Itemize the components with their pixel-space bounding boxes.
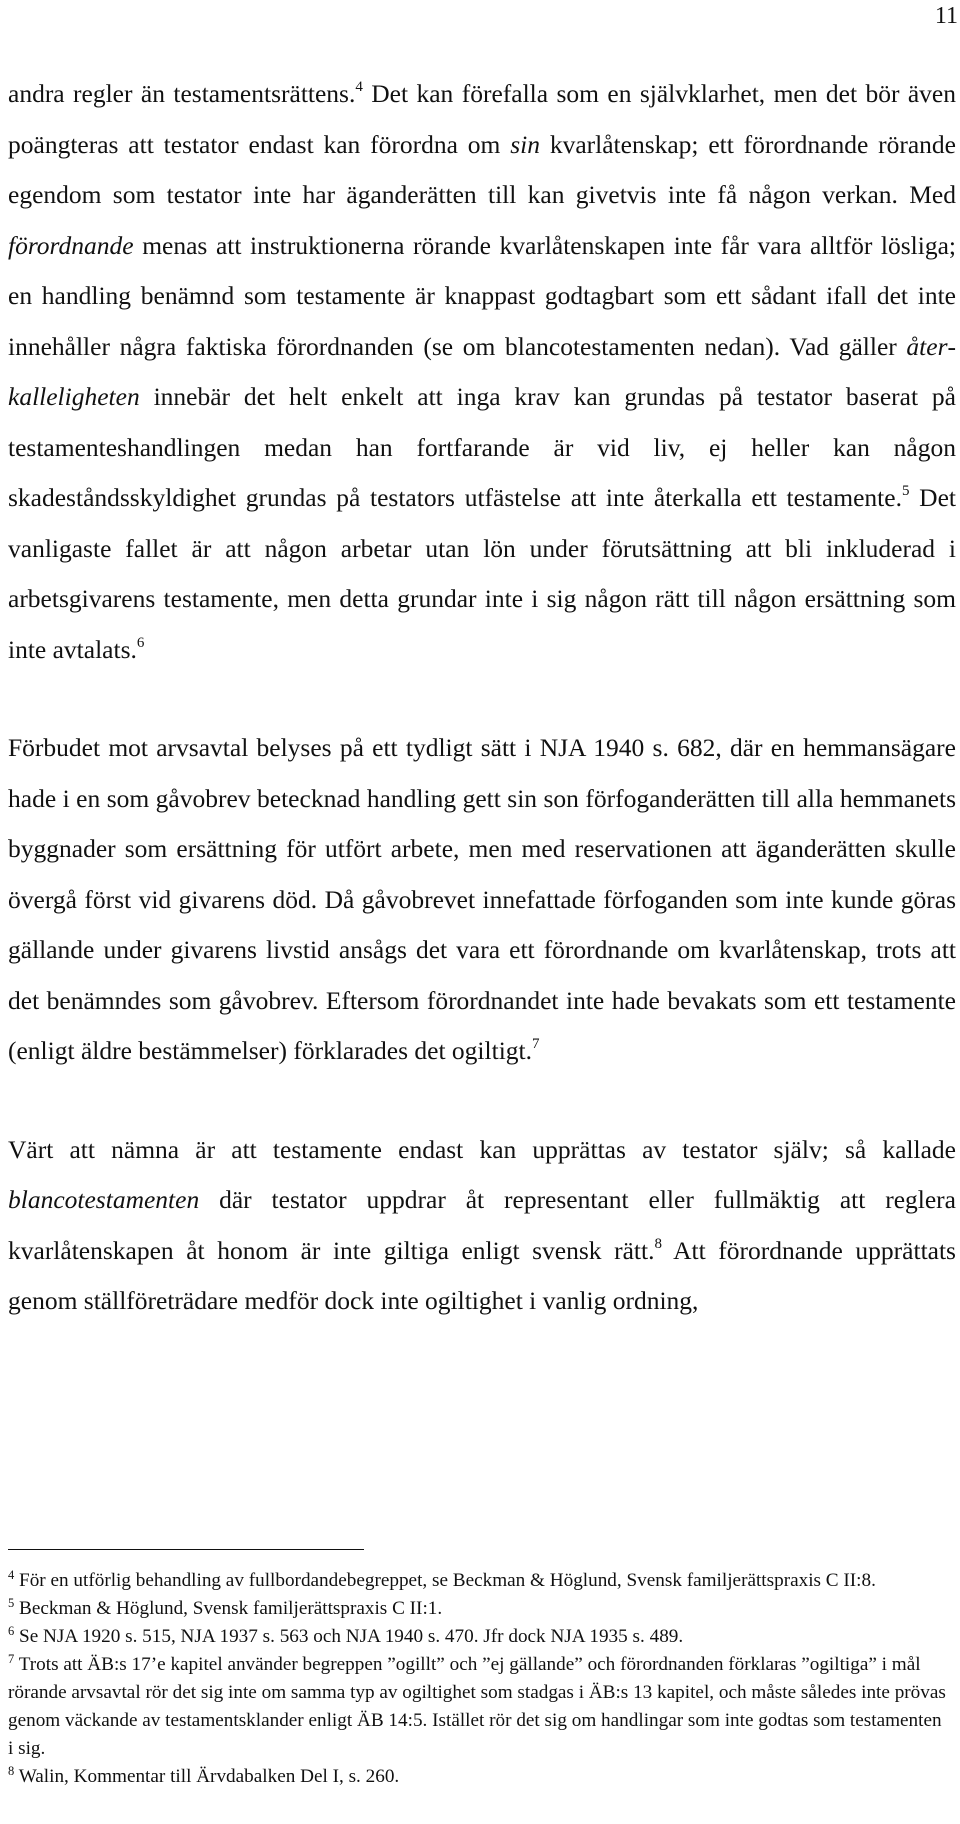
body-text [8, 69, 956, 1327]
footnote-text: Walin, Kommentar till Ärvdabalken Del I, s. 260. [18, 1766, 400, 1787]
text-run: kvarlåtenskap; ett förordnande rörande egendom som testator inte har äganderätten till kan givetvis inte få någon verkan. Med [8, 129, 956, 209]
paragraph [8, 1125, 956, 1327]
footnote-list [8, 1567, 948, 1791]
paragraph [8, 723, 956, 1077]
footnote-number: 6 [8, 1624, 15, 1638]
text-run: andra regler än testamentsrättens. [8, 79, 356, 108]
footnote-number: 7 [8, 1652, 15, 1666]
text-run: Värt att nämna är att testamente endast kan upprättas av testator själv; så kallade [8, 1134, 956, 1164]
footnote-text: Beckman & Höglund, Svensk familjerättspraxis C II:1. [19, 1598, 443, 1619]
footnote-reference[interactable]: 4 [355, 79, 363, 95]
footnote-text: Trots att ÄB:s 17’e kapitel använder begreppen ”ogillt” och ”ej gällande” och förordnanden förklaras ”ogiltiga” i mål rörande arvsavtal rör det sig inte om samma typ av ogiltighet som stadgas i ÄB:s 13 kapitel, och måste således inte prövas genom väckande av testamentsklander enligt ÄB 14:5. Istället rör det sig om handlingar som inte godtas som testamenten i sig. [8, 1654, 946, 1759]
paragraph [8, 69, 956, 675]
text-run: innebär det helt enkelt att inga krav kan grundas på testator baserat på testamenteshandlingen medan han fortfarande är vid liv, ej heller kan någon skadeståndsskyldighet grundas på testators utfästelse att inte återkalla ett testamente. [8, 382, 956, 512]
footnote-reference[interactable]: 5 [901, 483, 910, 499]
footnote-reference[interactable]: 6 [136, 634, 145, 651]
footnote-number: 5 [8, 1596, 15, 1610]
italic-term: förordnande [8, 230, 134, 260]
text-run: där testator uppdrar åt representant eller fullmäktig att reglera kvarlåtenskapen åt honom är inte giltiga enligt svensk rätt. [8, 1185, 956, 1265]
text-run: Att förordnande upprättats genom ställföreträdare medför dock inte ogiltighet i vanlig ordning, [8, 1235, 956, 1315]
footnote-number: 8 [8, 1764, 15, 1778]
footnote-text: Se NJA 1920 s. 515, NJA 1937 s. 563 och NJA 1940 s. 470. Jfr dock NJA 1935 s. 489. [19, 1626, 684, 1647]
italic-term: återkalleligheten [8, 331, 956, 411]
footnote [8, 1567, 948, 1595]
footnote-separator [8, 1549, 364, 1550]
text-run: Det kan förefalla som en självklarhet, men det bör även poängteras att testator endast kan förordna om [8, 79, 956, 159]
footnote [8, 1763, 948, 1791]
footnote-reference[interactable]: 8 [654, 1235, 662, 1252]
footnotes-section [8, 1549, 948, 1791]
text-run: Förbudet mot arvsavtal belyses på ett tydligt sätt i NJA 1940 s. 682, där en hemmansägare hade i en som gåvobrev betecknad handling gett sin son förfoganderätten till alla hemmanets byggnader som ersättning för utfört arbete, men med reservationen att äganderätten skulle övergå först vid givarens död. Då gåvobrevet innefattade förfoganden som inte kunde göras gällande under givarens livstid ansågs det vara ett förordnande om kvarlåtenskap, trots att det benämndes som gåvobrev. Eftersom förordnandet inte hade bevakats som ett testamente (enligt äldre bestämmelser) förklarades det ogiltigt. [8, 733, 956, 1065]
text-run: menas att instruktionerna rörande kvarlåtenskapen inte får vara alltför lösliga; en handling benämnd som testamente är knappast godtagbart som ett sådant ifall det inte innehåller några faktiska förordnanden (se om blancotestamenten nedan). Vad gäller [8, 230, 956, 361]
text-run: Det vanligaste fallet är att någon arbetar utan lön under förutsättning att bli inkluderad i arbetsgivarens testamente, men detta grundar inte i sig någon rätt till någon ersättning som inte avtalats. [8, 483, 956, 664]
footnote-number: 4 [8, 1568, 15, 1582]
footnote-text: För en utförlig behandling av fullbordandebegreppet, se Beckman & Höglund, Svensk familjerättspraxis C II:8. [19, 1570, 876, 1591]
footnote [8, 1651, 948, 1763]
footnote [8, 1623, 948, 1651]
footnote-reference[interactable]: 7 [531, 1036, 540, 1052]
footnote [8, 1595, 948, 1623]
page-number: 11 [934, 3, 958, 29]
italic-term: blancotestamenten [8, 1185, 200, 1214]
italic-term: sin [510, 129, 540, 159]
